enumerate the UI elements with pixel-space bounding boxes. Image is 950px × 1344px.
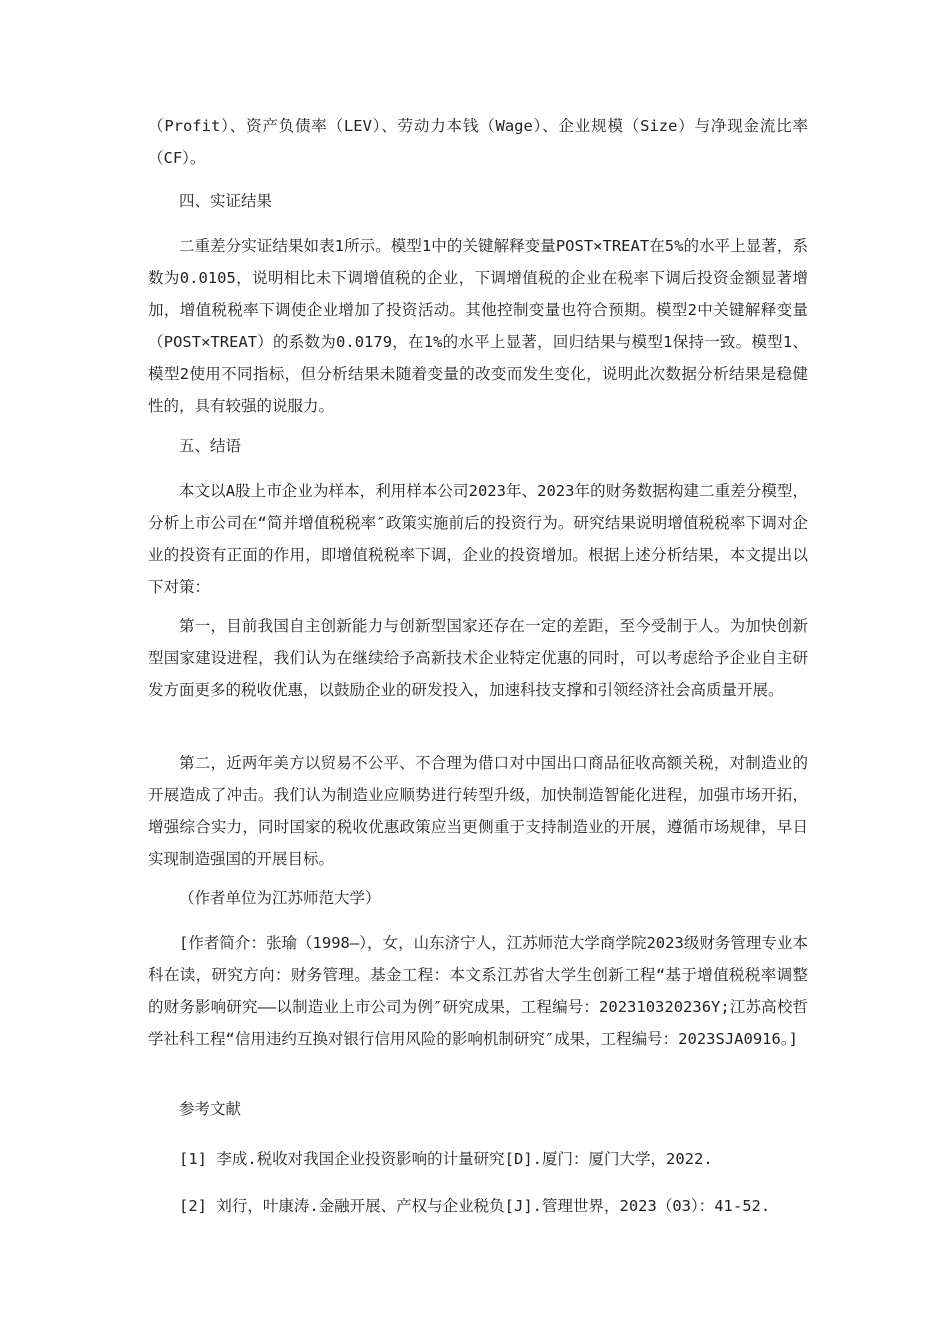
paragraph-conclusion-summary: 本文以A股上市企业为样本，利用样本公司2023年、2023年的财务数据构建二重差分模型，分析上市公司在“简并增值税税率″政策实施前后的投资行为。研究结果说明增值税税率下调对企业的投资有正面的作用，即增值税税率下调，企业的投资增加。根据上述分析结果，本文提出以下对策： — [148, 482, 808, 596]
section-heading-conclusion: 五、结语 — [179, 437, 242, 455]
references-heading: 参考文献 — [179, 1100, 242, 1118]
author-bio: [作者简介：张瑜（1998—），女，山东济宁人，江苏师范大学商学院2023级财务管理专业本科在读，研究方向：财务管理。基金工程：本文系江苏省大学生创新工程“基于增值税税率调整的财务影响研究——以制造业上市公司为例″研究成果，工程编号：202310320236Y;江苏高校哲学社科工程“信用违约互换对银行信用风险的影响机制研究″成果，工程编号：2023SJA0916。] — [148, 934, 808, 1048]
section-heading-empirical-results: 四、实证结果 — [179, 192, 273, 210]
paragraph-empirical-results: 二重差分实证结果如表1所示。模型1中的关键解释变量POST×TREAT在5%的水平上显著，系数为0.0105，说明相比未下调增值税的企业，下调增值税的企业在税率下调后投资金额显著增加，增值税税率下调使企业增加了投资活动。其他控制变量也符合预期。模型2中关键解释变量（POST×TREAT）的系数为0.0179，在1%的水平上显著，回归结果与模型1保持一致。模型1、模型2使用不同指标，但分析结果未随着变量的改变而发生变化，说明此次数据分析结果是稳健性的，具有较强的说服力。 — [148, 237, 808, 415]
paragraph-control-variables: （Profit）、资产负债率（LEV）、劳动力本钱（Wage）、企业规模（Size）与净现金流比率（CF）。 — [148, 117, 808, 167]
paragraph-policy-first: 第一，目前我国自主创新能力与创新型国家还存在一定的差距，至今受制于人。为加快创新型国家建设进程，我们认为在继续给予高新技术企业特定优惠的同时，可以考虑给予企业自主研发方面更多的税收优惠，以鼓励企业的研发投入，加速科技支撑和引领经济社会高质量开展。 — [148, 617, 808, 699]
author-affiliation: （作者单位为江苏师范大学） — [179, 889, 381, 907]
reference-item: [2] 刘行，叶康涛.金融开展、产权与企业税负[J].管理世界，2023（03）：41-52. — [179, 1197, 771, 1215]
reference-item: [1] 李成.税收对我国企业投资影响的计量研究[D].厦门：厦门大学，2022. — [179, 1150, 713, 1168]
paragraph-policy-second: 第二，近两年美方以贸易不公平、不合理为借口对中国出口商品征收高额关税，对制造业的开展造成了冲击。我们认为制造业应顺势进行转型升级，加快制造智能化进程，加强市场开拓，增强综合实力，同时国家的税收优惠政策应当更侧重于支持制造业的开展，遵循市场规律，早日实现制造强国的开展目标。 — [148, 754, 808, 868]
